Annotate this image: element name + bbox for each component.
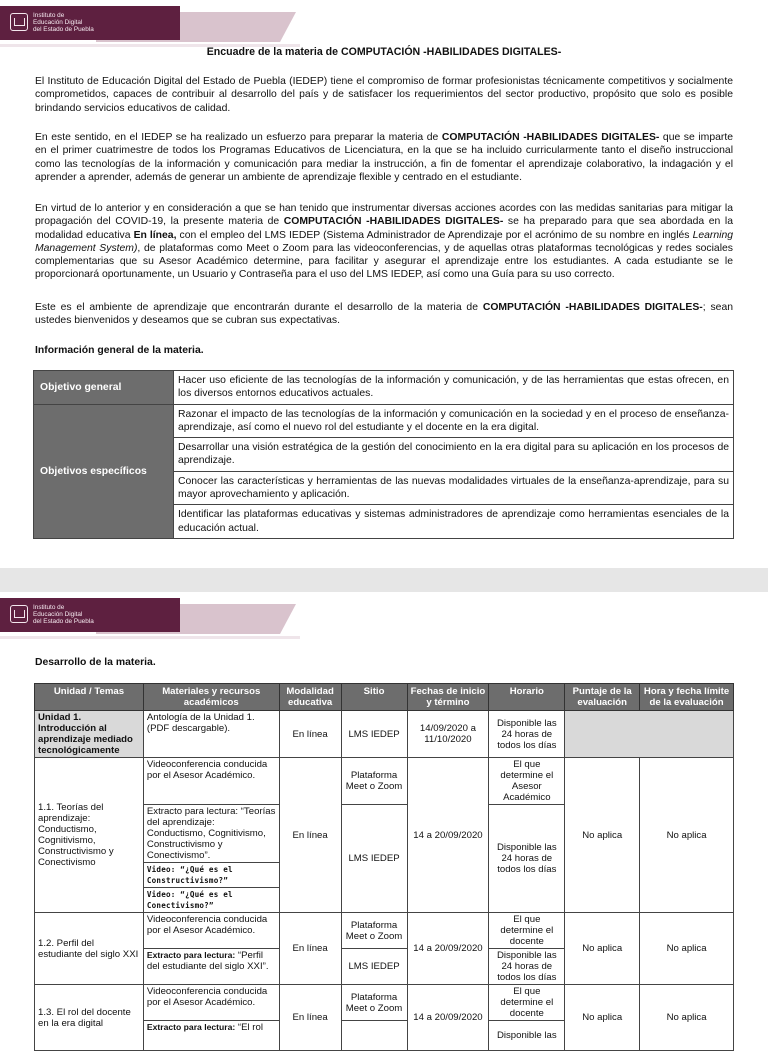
sitio-cell: Plataforma Meet o Zoom	[341, 913, 407, 949]
material-cell: Video: “¿Qué es el Constructivismo?”	[143, 863, 279, 888]
iedep-logo-text: Instituto de Educación Digital del Estado de Puebla	[33, 604, 94, 626]
sitio-cell: LMS IEDEP	[341, 805, 407, 913]
table-row	[34, 371, 734, 405]
paragraph-welcome: Este es el ambiente de aprendizaje que encontrarán durante el desarrollo de la materia de COMPUTACIÓN -HABILIDADES DIGITALES-; sean ustedes bienvenidos y deseamos que se cubran sus expectativas.	[35, 302, 734, 327]
material-cell: Videoconferencia conducida por el Asesor Académico.	[143, 985, 279, 1021]
document-title: Encuadre de la materia de COMPUTACIÓN -HABILIDADES DIGITALES-	[206, 46, 562, 58]
modalidad-cell: En línea	[279, 758, 341, 913]
objective-general-text: Hacer uso eficiente de las tecnologías de la información y comunicación, y de las herramientas que estas ofrecen, en los diversos entornos educativos actuales.	[174, 371, 734, 405]
development-table	[34, 683, 734, 1051]
column-header: Unidad / Temas	[35, 684, 144, 711]
column-header: Hora y fecha límite de la evaluación	[640, 684, 734, 711]
paragraph-context: En este sentido, en el IEDEP se ha realizado un esfuerzo para preparar la materia de COMPUTACIÓN -HABILIDADES DIGITALES- que se imparte en el primer cuatrimestre de todos los Programas Educativos de Licenciatura, en la que se ha incluido curricularmente tanto el diseño instruccional como las tecnologías de la información y comunicación para mediar la instrucción, a fin de fomentar el aprendizaje colaborativo, la indagación y el aprender a aprender, además de generar un ambiente de aprendizaje flexible y centrado en el estudiante.	[35, 132, 733, 183]
sitio-cell: LMS IEDEP	[341, 949, 407, 985]
material-cell: Extracto para lectura: “Perfil del estudiante del siglo XXI”.	[143, 949, 279, 985]
limite-cell: No aplica	[640, 985, 734, 1051]
iedep-logo-icon	[10, 605, 28, 623]
iedep-logo-text: Instituto de Educación Digital del Estado de Puebla	[33, 12, 94, 34]
limite-cell: No aplica	[640, 913, 734, 985]
sitio-cell: Plataforma Meet o Zoom	[341, 985, 407, 1021]
material-cell: Videoconferencia conducida por el Asesor Académico.	[143, 758, 279, 805]
horario-cell: Disponible las 24 horas de todos los días	[489, 949, 565, 985]
column-header: Horario	[489, 684, 565, 711]
column-header: Puntaje de la evaluación	[565, 684, 640, 711]
table-row	[34, 404, 734, 438]
horario-cell: El que determine el docente	[489, 985, 565, 1021]
material-cell: Videoconferencia conducida por el Asesor Académico.	[143, 913, 279, 949]
header-banner	[0, 0, 300, 52]
paragraph-covid: En virtud de lo anterior y en consideración a que se han tenido que instrumentar diversas acciones acordes con las medidas sanitarias para mitigar la propagación del COVID-19, la presente materia de COMPUTACIÓN -HABILIDADES DIGITALES- se ha preparado para que sea abordada en la modalidad educativa En línea, con el empleo del LMS IEDEP (Sistema Administrador de Aprendizaje por el acrónimo de su nombre en inglés Learning Management System), de plataformas como Meet o Zoom para las videoconferencias, y de aquellas otras plataformas tecnológicas y redes sociales complementarias que su Asesor Académico determine, para facilitar y asegurar el aprendizaje entre los estudiantes. A cada estudiante se le proporcionará oportunamente, un Usuario y Contraseña para el uso del LMS IEDEP, así como una Guía para su uso correcto.	[35, 203, 734, 281]
puntaje-cell: No aplica	[565, 985, 640, 1051]
objective-specific-label: Objetivos específicos	[34, 404, 174, 538]
material-cell: Video: “¿Qué es el Conectivismo?”	[143, 888, 279, 913]
objective-general-label: Objetivo general	[34, 371, 174, 405]
horario-cell: Disponible las 24 horas de todos los días	[489, 805, 565, 913]
fechas-cell: 14/09/2020 a 11/10/2020	[407, 711, 489, 758]
objective-specific-item: Identificar las plataformas educativas y sistemas administradores de aprendizaje como herramientas esenciales de la educación actual.	[174, 505, 734, 539]
column-header: Fechas de inicio y término	[407, 684, 489, 711]
horario-cell: Disponible las	[489, 1021, 565, 1051]
topic-name: 1.3. El rol del docente en la era digital	[35, 985, 144, 1051]
header-band-line	[0, 636, 300, 639]
column-header: Materiales y recursos académicos	[143, 684, 279, 711]
sitio-cell: LMS IEDEP	[341, 711, 407, 758]
column-header: Sitio	[341, 684, 407, 711]
table-row	[35, 985, 734, 1021]
table-header-row	[35, 684, 734, 711]
objective-specific-item: Razonar el impacto de las tecnologías de la información y comunicación en la sociedad y en el proceso de enseñanza-aprendizaje, así como el nuevo rol del estudiante y el docente en la era digital.	[174, 404, 734, 438]
modalidad-cell: En línea	[279, 711, 341, 758]
material-cell: Extracto para lectura: “El rol	[143, 1021, 279, 1051]
table-row	[35, 758, 734, 805]
fechas-cell: 14 a 20/09/2020	[407, 758, 489, 913]
horario-cell: El que determine el Asesor Académico	[489, 758, 565, 805]
horario-cell: Disponible las 24 horas de todos los días	[489, 711, 565, 758]
objectives-table	[33, 370, 734, 539]
section-title-info: Información general de la materia.	[35, 345, 204, 356]
limite-cell: No aplica	[640, 758, 734, 913]
page-gap	[0, 568, 768, 592]
modalidad-cell: En línea	[279, 913, 341, 985]
sitio-cell	[341, 1021, 407, 1051]
objective-specific-item: Desarrollar una visión estratégica de la gestión del conocimiento en la era digital para su aplicación en los procesos de aprendizaje.	[174, 438, 734, 472]
fechas-cell: 14 a 20/09/2020	[407, 985, 489, 1051]
iedep-logo-icon	[10, 13, 28, 31]
objective-specific-item: Conocer las características y herramientas de las nuevas modalidades virtuales de la enseñanza-aprendizaje, para su mayor aprovechamiento y aplicación.	[174, 471, 734, 505]
material-cell: Extracto para lectura: “Teorías del aprendizaje: Conductismo, Cognitivismo, Constructivismo y Conectivismo”.	[143, 805, 279, 863]
table-row	[35, 711, 734, 758]
material-cell: Antología de la Unidad 1. (PDF descargable).	[143, 711, 279, 758]
empty-cell	[565, 711, 734, 758]
sitio-cell: Plataforma Meet o Zoom	[341, 758, 407, 805]
topic-name: 1.1. Teorías del aprendizaje: Conductismo, Cognitivismo, Constructivismo y Conectivismo	[35, 758, 144, 913]
header-banner	[0, 592, 300, 644]
column-header: Modalidad educativa	[279, 684, 341, 711]
puntaje-cell: No aplica	[565, 758, 640, 913]
topic-name: 1.2. Perfil del estudiante del siglo XXI	[35, 913, 144, 985]
table-row	[35, 913, 734, 949]
fechas-cell: 14 a 20/09/2020	[407, 913, 489, 985]
horario-cell: El que determine el docente	[489, 913, 565, 949]
paragraph-intro: El Instituto de Educación Digital del Estado de Puebla (IEDEP) tiene el compromiso de formar profesionistas técnicamente competitivos y socialmente comprometidos, capaces de contribuir al desarrollo del país y de satisfacer los requerimientos del sector productivo, propósito que solo es posible brindando servicios educativos de calidad.	[35, 76, 733, 114]
unit-name: Unidad 1. Introducción al aprendizaje mediado tecnológicamente	[35, 711, 144, 758]
section-title-development: Desarrollo de la materia.	[35, 657, 156, 668]
modalidad-cell: En línea	[279, 985, 341, 1051]
puntaje-cell: No aplica	[565, 913, 640, 985]
